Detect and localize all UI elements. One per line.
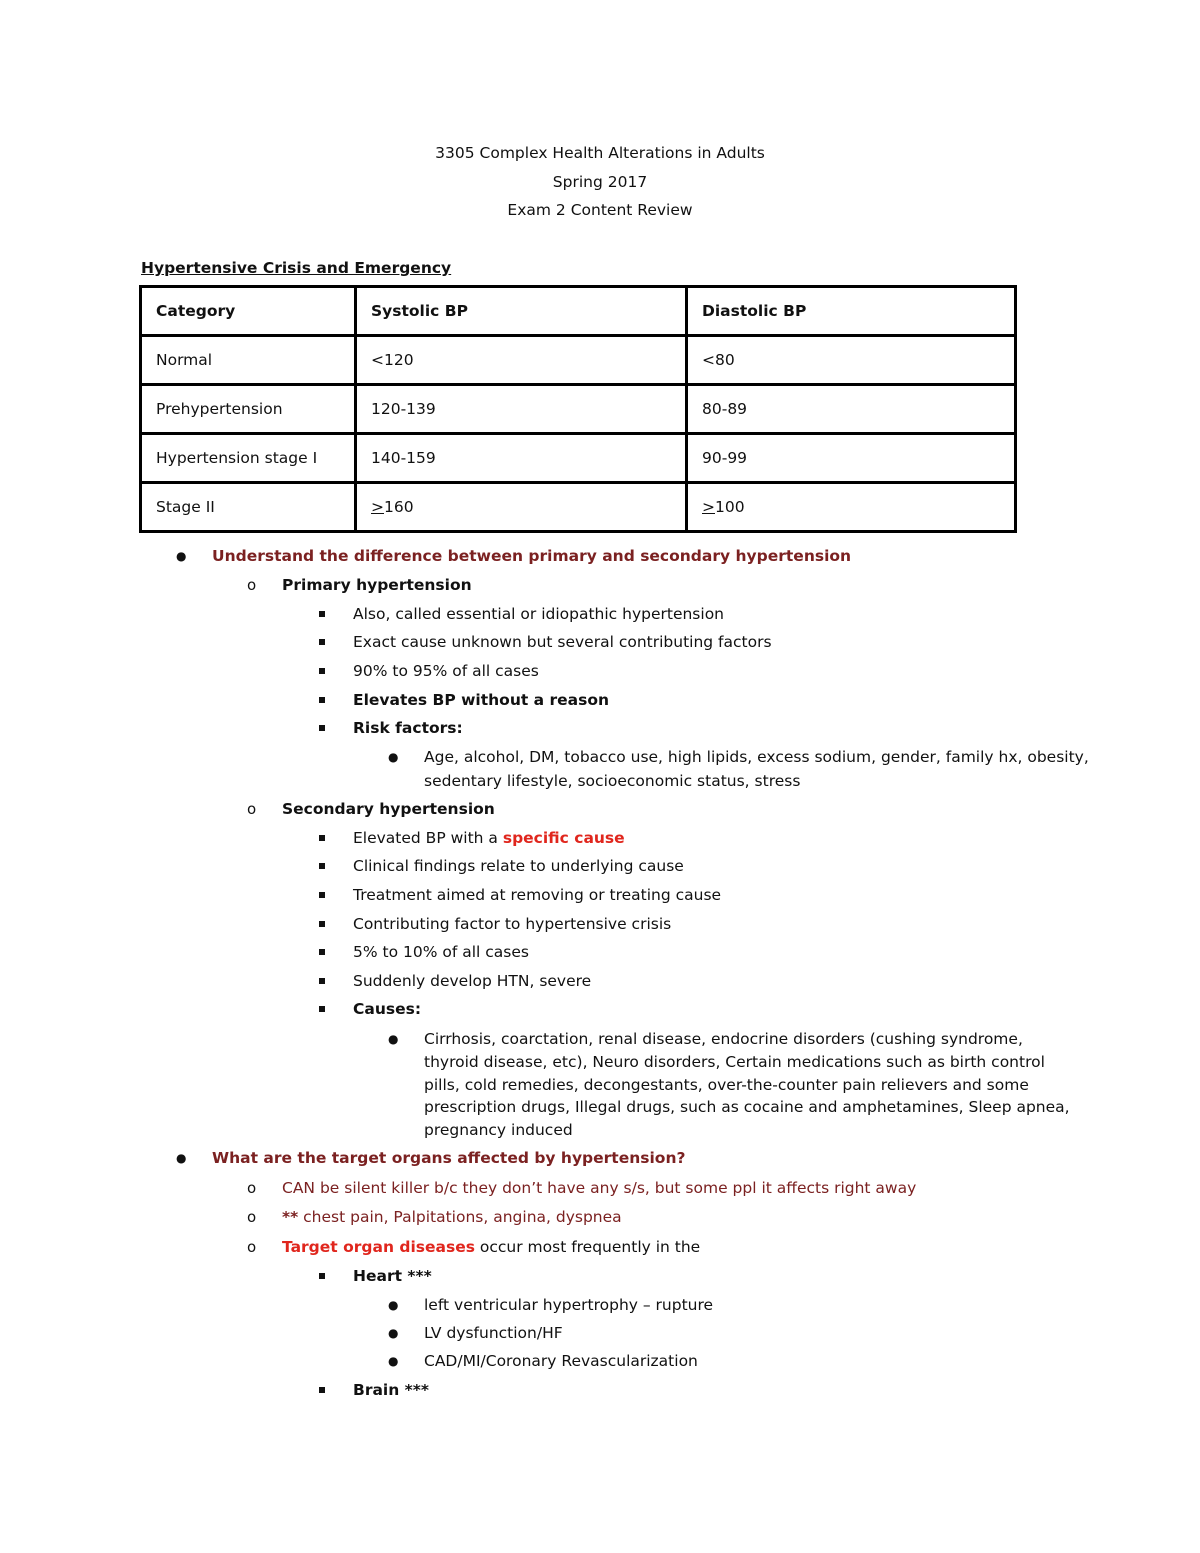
table-row [141,483,1016,532]
list-item: Suddenly develop HTN, severe [353,972,592,990]
causes-line: Cirrhosis, coarctation, renal disease, endocrine disorders (cushing syndrome, [424,1030,1023,1048]
symptoms-text: chest pain, Palpitations, angina, dyspnea [298,1208,622,1226]
item-text: occur most frequently in the [474,1238,701,1256]
bullet-circle-icon: o [247,800,257,818]
table-cell [687,483,1016,532]
note-target-organ [282,1237,700,1257]
list-item: Contributing factor to hypertensive crisis [353,915,672,933]
heart-item: CAD/MI/Coronary Revascularization [424,1352,698,1370]
bullet-square-icon [319,668,325,674]
list-item: Clinical findings relate to underlying cause [353,857,684,875]
bullet-square-icon [319,892,325,898]
risk-factors-line: Age, alcohol, DM, tobacco use, high lipids, excess sodium, gender, family hx, obesity, [424,748,1089,766]
bullet-square-icon [319,697,325,703]
list-item: Causes: [353,1000,422,1018]
bullet-square-icon [319,639,325,645]
primary-title: Primary hypertension [282,576,472,594]
table-cell: 120-139 [356,385,687,434]
list-item: 90% to 95% of all cases [353,662,539,680]
bullet-square-icon [319,863,325,869]
cell-value: 160 [384,498,414,516]
table-cell: 140-159 [356,434,687,483]
table-header-row [141,287,1016,336]
table-row [141,336,1016,385]
causes-line: pills, cold remedies, decongestants, over-the-counter pain relievers and some [424,1076,1029,1094]
cell-value: 100 [715,498,745,516]
header-cell: Systolic BP [356,287,687,336]
bullet-square-icon [319,611,325,617]
list-item: Exact cause unknown but several contributing factors [353,633,772,651]
table-row [141,434,1016,483]
header-cell: Diastolic BP [687,287,1016,336]
secondary-title: Secondary hypertension [282,800,495,818]
list-item: Elevates BP without a reason [353,691,610,709]
table-cell: Stage II [141,483,356,532]
table-row [141,385,1016,434]
causes-line: prescription drugs, Illegal drugs, such as cocaine and amphetamines, Sleep apnea, [424,1098,1070,1116]
table-cell: Prehypertension [141,385,356,434]
bullet-dot-icon: ● [176,549,187,563]
table-cell: <120 [356,336,687,385]
risk-factors-line: sedentary lifestyle, socioeconomic status, stress [424,772,801,790]
exam-title: Exam 2 Content Review [507,201,693,219]
greater-equal-symbol: > [702,498,715,516]
causes-line: thyroid disease, etc), Neuro disorders, Certain medications such as birth control [424,1053,1045,1071]
bullet-circle-icon: o [247,1179,257,1197]
causes-line: pregnancy induced [424,1121,573,1139]
section-title: Hypertensive Crisis and Emergency [141,259,452,277]
question-2-heading: What are the target organs affected by hypertension? [212,1149,686,1167]
bullet-circle-icon: o [247,1238,257,1256]
bullet-dot-icon: ● [388,1354,399,1368]
highlight-text: Target organ diseases [282,1238,475,1256]
item-text: Elevated BP with a [353,829,503,847]
bullet-square-icon [319,1387,325,1393]
bullet-circle-icon: o [247,1208,257,1226]
table-cell: Hypertension stage I [141,434,356,483]
course-title: 3305 Complex Health Alterations in Adults [435,144,765,162]
term-label: Spring 2017 [552,173,648,191]
list-item: Risk factors: [353,719,463,737]
table-cell: Normal [141,336,356,385]
bullet-square-icon [319,1006,325,1012]
organ-brain: Brain *** [353,1381,429,1399]
stars-text: ** [282,1208,299,1226]
note-silent-killer: CAN be silent killer b/c they don’t have any s/s, but some ppl it affects right away [282,1179,917,1197]
bullet-dot-icon: ● [388,1298,399,1312]
heart-item: left ventricular hypertrophy – rupture [424,1296,714,1314]
table-cell: 80-89 [687,385,1016,434]
bullet-square-icon [319,725,325,731]
list-item: 5% to 10% of all cases [353,943,529,961]
question-1-heading: Understand the difference between primary and secondary hypertension [212,547,852,565]
heart-item: LV dysfunction/HF [424,1324,563,1342]
list-item [353,828,625,848]
table-cell: 90-99 [687,434,1016,483]
list-item: Also, called essential or idiopathic hypertension [353,605,725,623]
bullet-square-icon [319,835,325,841]
bullet-square-icon [319,921,325,927]
bp-category-table [139,285,1017,533]
bullet-square-icon [319,978,325,984]
organ-heart: Heart *** [353,1267,432,1285]
bullet-circle-icon: o [247,576,257,594]
greater-equal-symbol: > [371,498,384,516]
bullet-dot-icon: ● [388,1032,399,1046]
bullet-square-icon [319,949,325,955]
bullet-dot-icon: ● [388,1326,399,1340]
bullet-dot-icon: ● [176,1151,187,1165]
bullet-square-icon [319,1273,325,1279]
note-symptoms [282,1207,622,1227]
table-cell [356,483,687,532]
list-item: Treatment aimed at removing or treating cause [353,886,722,904]
header-cell: Category [141,287,356,336]
bullet-dot-icon: ● [388,750,399,764]
highlight-text: specific cause [502,829,625,847]
table-cell: <80 [687,336,1016,385]
